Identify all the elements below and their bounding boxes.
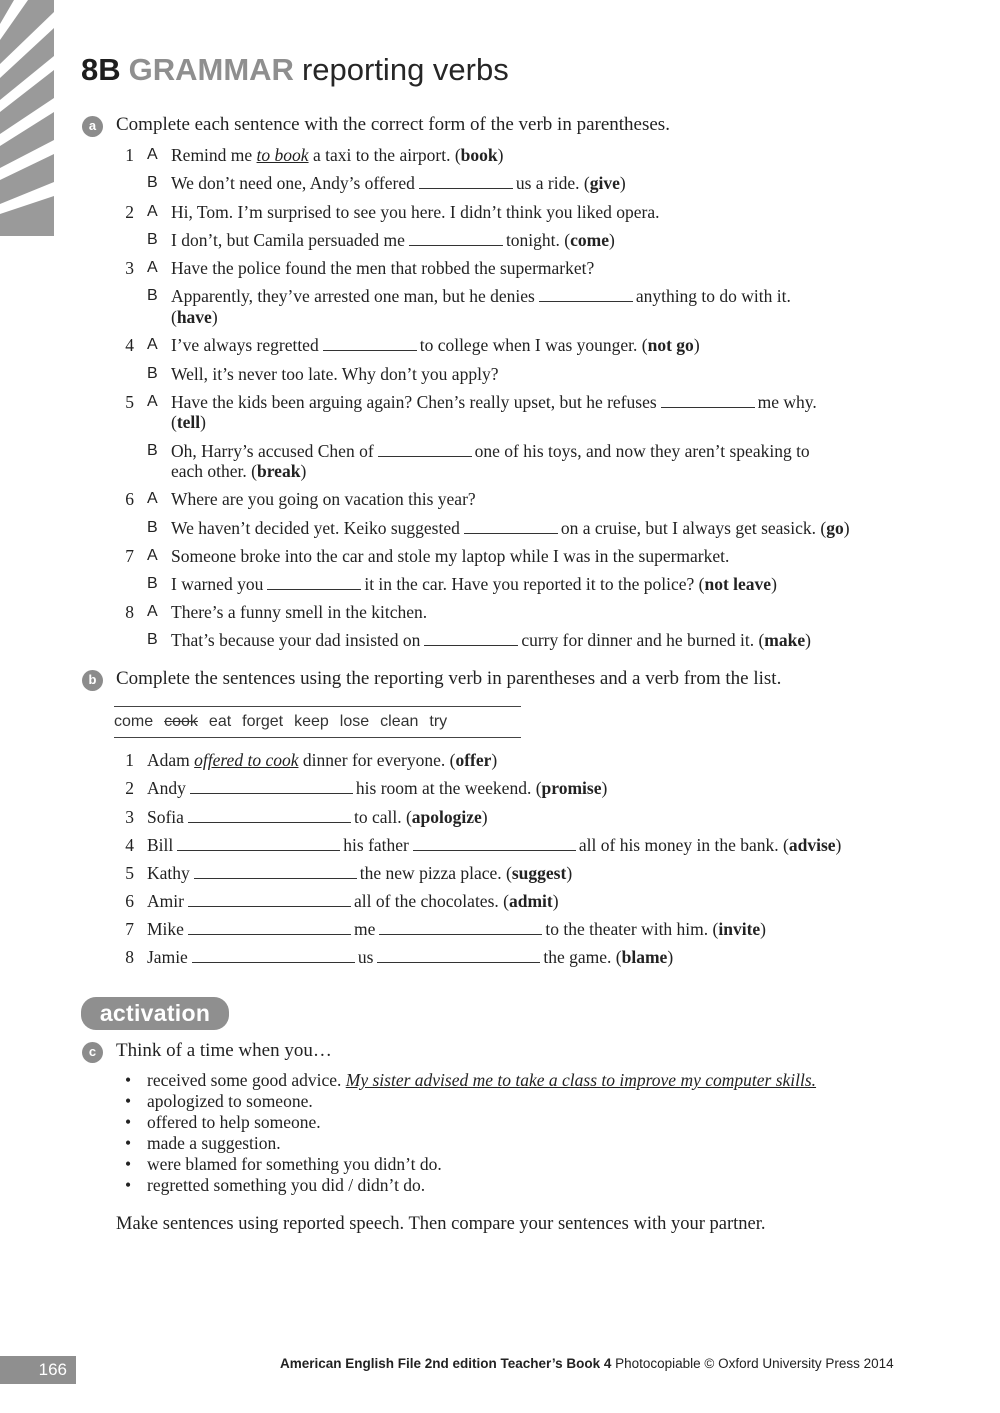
speaker-a: A [147,603,158,620]
exercise-a-item-2b [0,228,1000,252]
exercise-a-item-6a [0,487,1000,511]
bracket: ) [608,230,615,250]
verb-prompt: promise [541,778,602,798]
answer-blank[interactable] [379,919,542,935]
sentence-text: Have the kids been arguing again? Chen’s really upset, but he refuses [171,392,657,412]
example-answer: My sister advised me to take a class to improve my computer skills. [345,1070,817,1090]
sentence-text: us [357,947,374,967]
list-item [123,1154,816,1175]
prompt-list [123,1070,816,1196]
subject: Bill [147,835,174,855]
sentence-text: I don’t, but Camila persuaded me [171,230,405,250]
verb-prompt: apologize [411,807,482,827]
list-item [123,1091,816,1112]
sentence-text: all of the chocolates. ( [353,891,509,911]
subject: Sofia [147,807,184,827]
item-number: 6 [125,489,134,509]
exercise-a-item-2a [0,200,1000,224]
verb-prompt: have [176,307,212,327]
sentence-text: us a ride. ( [515,173,590,193]
sentence-text: the new pizza place. ( [359,863,512,883]
sentence-text: his room at the weekend. ( [355,778,542,798]
speaker-b: B [147,287,158,304]
bracket: ) [552,891,559,911]
subject: Mike [147,919,184,939]
answer-blank[interactable] [424,630,518,646]
exercise-a-item-5a-cont [171,411,206,433]
sentence-text: it in the car. Have you reported it to the police? ( [364,574,705,594]
word-item: come [114,713,154,730]
bracket: ) [481,807,488,827]
bracket: ) [601,778,608,798]
sentence-text: on a cruise, but I always get seasick. ( [560,518,827,538]
exercise-b-item-7 [0,917,1000,941]
bracket: ) [805,630,811,650]
bracket: ) [835,835,842,855]
sentence-text: tonight. ( [505,230,571,250]
sentence-text: Have the police found the men that robbed the supermarket? [171,258,595,278]
speaker-b: B [147,519,158,536]
answer-blank[interactable] [194,863,357,879]
item-number: 7 [125,546,134,566]
verb-prompt: tell [176,412,201,432]
prompt-text: made a suggestion. [147,1133,281,1153]
exercise-a-item-3b [0,284,1000,308]
list-item [123,1133,816,1154]
exercise-a-item-8b [0,628,1000,652]
copyright-text: Photocopiable © Oxford University Press 2014 [611,1356,894,1371]
sentence-text: the game. ( [543,947,622,967]
footer-credit [280,1355,894,1373]
example-answer: to book [256,145,309,165]
verb-prompt: suggest [511,863,567,883]
sentence-text: Hi, Tom. I’m surprised to see you here. I didn’t think you liked opera. [171,202,660,222]
answer-blank[interactable] [419,173,513,189]
verb-prompt: break [257,461,301,481]
sentence-text: me why. [757,392,817,412]
answer-blank[interactable] [323,335,417,351]
word-item: eat [208,713,232,730]
sentence-text: We haven’t decided yet. Keiko suggested [171,518,460,538]
answer-blank[interactable] [413,835,576,851]
exercise-c-badge: c [82,1042,103,1063]
speaker-a: A [147,259,158,276]
bracket: ) [843,518,850,538]
speaker-b: B [147,231,158,248]
sentence-text: anything to do with it. [635,286,791,306]
section-label: GRAMMAR [128,52,294,87]
closing-instruction: Make sentences using reported speech. Then compare your sentences with your partner. [116,1214,766,1234]
item-number: 5 [125,863,134,883]
speaker-b: B [147,174,158,191]
speaker-b: B [147,365,158,382]
sentence-text: his father [343,835,409,855]
speaker-a: A [147,203,158,220]
bracket: ( [171,307,177,327]
sentence-text: Where are you going on vacation this year? [171,489,476,509]
bracket: ) [760,919,766,939]
bracket: ( [171,412,177,432]
verb-prompt: not leave [704,574,772,594]
speaker-b: B [147,442,158,459]
subject: Jamie [147,947,188,967]
sentence-text: all of his money in the bank. ( [578,835,789,855]
answer-blank[interactable] [267,574,361,590]
verb-prompt: book [460,145,498,165]
sentence-text: to the theater with him. ( [545,919,719,939]
sentence-text: each other. ( [171,461,257,481]
item-number: 3 [125,258,134,278]
verb-prompt: blame [621,947,668,967]
sentence-text: Someone broke into the car and stole my laptop while I was in the supermarket. [171,546,730,566]
answer-blank[interactable] [377,947,540,963]
sentence-text: to call. ( [353,807,412,827]
subject: Andy [147,778,186,798]
item-number: 8 [125,947,134,967]
exercise-b-item-4 [0,833,1000,857]
sentence-text: me [353,919,376,939]
answer-blank[interactable] [188,919,351,935]
exercise-a-item-5a [0,390,1000,414]
page-title [81,50,509,90]
exercise-b-item-5 [0,861,1000,885]
verb-prompt: offer [455,750,492,770]
word-item: keep [294,713,329,730]
word-list [114,706,521,738]
list-item [123,1112,816,1133]
verb-prompt: not go [647,335,694,355]
prompt-text: were blamed for something you didn’t do. [147,1154,442,1174]
verb-prompt: invite [718,919,761,939]
word-item-used: cook [164,713,198,730]
speaker-a: A [147,490,158,507]
bracket: ) [619,173,626,193]
answer-blank[interactable] [188,807,351,823]
exercise-c-instruction: Think of a time when you… [116,1040,332,1061]
answer-blank[interactable] [192,947,355,963]
exercise-a-item-3a [0,256,1000,280]
page-number: 166 [0,1356,76,1384]
answer-blank[interactable] [661,392,755,408]
item-number: 6 [125,891,134,911]
topic-label: reporting verbs [301,52,509,87]
exercise-a-item-6b [0,516,1000,540]
word-item: lose [339,713,370,730]
bracket: ) [497,145,504,165]
publication-title: American English File 2nd edition Teacher’s Book 4 [280,1356,612,1371]
exercise-a-item-7a [0,544,1000,568]
exercise-a-instruction: Complete each sentence with the correct form of the verb in parentheses. [116,114,670,135]
bracket: ) [693,335,700,355]
subject: Adam [147,750,195,770]
verb-prompt: come [570,230,609,250]
speaker-a: A [147,393,158,410]
exercise-a-item-8a [0,600,1000,624]
sentence-text: Oh, Harry’s accused Chen of [171,441,374,461]
subject: Amir [147,891,184,911]
item-number: 7 [125,919,134,939]
lesson-code: 8B [81,52,121,87]
item-number: 3 [125,807,134,827]
sentence-text: We don’t need one, Andy’s offered [171,173,415,193]
answer-blank[interactable] [378,441,472,457]
sentence-text: a taxi to the airport. ( [308,145,461,165]
word-item: try [429,713,448,730]
activation-label: activation [81,997,229,1030]
bracket: ) [211,307,218,327]
sentence-text: Well, it’s never too late. Why don’t you apply? [171,364,499,384]
exercise-a-item-3b-cont [171,306,218,328]
speaker-b: B [147,631,158,648]
exercise-a-item-5b-cont [171,460,306,482]
exercise-a-item-1b [0,171,1000,195]
word-item: forget [242,713,284,730]
sentence-text: I’ve always regretted [171,335,319,355]
exercise-a-item-4b [0,362,1000,386]
exercise-a-item-4a [0,333,1000,357]
exercise-b-instruction: Complete the sentences using the reporting verb in parentheses and a verb from the list. [116,668,782,689]
item-number: 8 [125,602,134,622]
subject: Kathy [147,863,190,883]
speaker-b: B [147,575,158,592]
exercise-a-badge: a [82,116,103,137]
verb-prompt: make [764,630,806,650]
bracket: ) [300,461,307,481]
item-number: 4 [125,335,134,355]
exercise-a-item-1a [0,143,1000,167]
exercise-b-badge: b [82,670,103,691]
prompt-text: offered to help someone. [147,1112,321,1132]
sentence-text: dinner for everyone. ( [298,750,456,770]
sentence-text: Remind me [171,145,257,165]
item-number: 2 [125,202,134,222]
prompt-text: received some good advice. [147,1070,346,1090]
sentence-text: That’s because your dad insisted on [171,630,421,650]
item-number: 1 [125,145,134,165]
sentence-text: curry for dinner and he burned it. ( [521,630,765,650]
exercise-a-item-5b [0,439,1000,463]
sentence-text: Apparently, they’ve arrested one man, but he denies [171,286,535,306]
list-item [123,1070,816,1091]
bracket: ) [771,574,777,594]
sentence-text: There’s a funny smell in the kitchen. [171,602,428,622]
verb-prompt: admit [508,891,553,911]
speaker-a: A [147,547,158,564]
word-item: clean [380,713,419,730]
answer-blank[interactable] [539,286,633,302]
item-number: 5 [125,392,134,412]
exercise-b-item-1 [0,748,1000,772]
bracket: ) [667,947,674,967]
answer-blank[interactable] [190,778,353,794]
sentence-text: I warned you [171,574,264,594]
speaker-a: A [147,336,158,353]
verb-prompt: go [826,518,844,538]
answer-blank[interactable] [409,230,503,246]
answer-blank[interactable] [188,891,351,907]
prompt-text: regretted something you did / didn’t do. [147,1175,426,1195]
example-answer: offered to cook [194,750,299,770]
list-item [123,1175,816,1196]
verb-prompt: give [589,173,620,193]
sentence-text: one of his toys, and now they aren’t speaking to [474,441,810,461]
answer-blank[interactable] [464,518,558,534]
exercise-b-item-8 [0,945,1000,969]
exercise-b-item-6 [0,889,1000,913]
item-number: 1 [125,750,134,770]
speaker-a: A [147,146,158,163]
bracket: ) [491,750,498,770]
item-number: 4 [125,835,134,855]
sentence-text: to college when I was younger. ( [419,335,648,355]
exercise-b-item-2 [0,776,1000,800]
item-number: 2 [125,778,134,798]
verb-prompt: advise [788,835,836,855]
exercise-a-item-7b [0,572,1000,596]
exercise-b-item-3 [0,805,1000,829]
bracket: ) [200,412,206,432]
answer-blank[interactable] [177,835,340,851]
bracket: ) [566,863,573,883]
prompt-text: apologized to someone. [147,1091,313,1111]
